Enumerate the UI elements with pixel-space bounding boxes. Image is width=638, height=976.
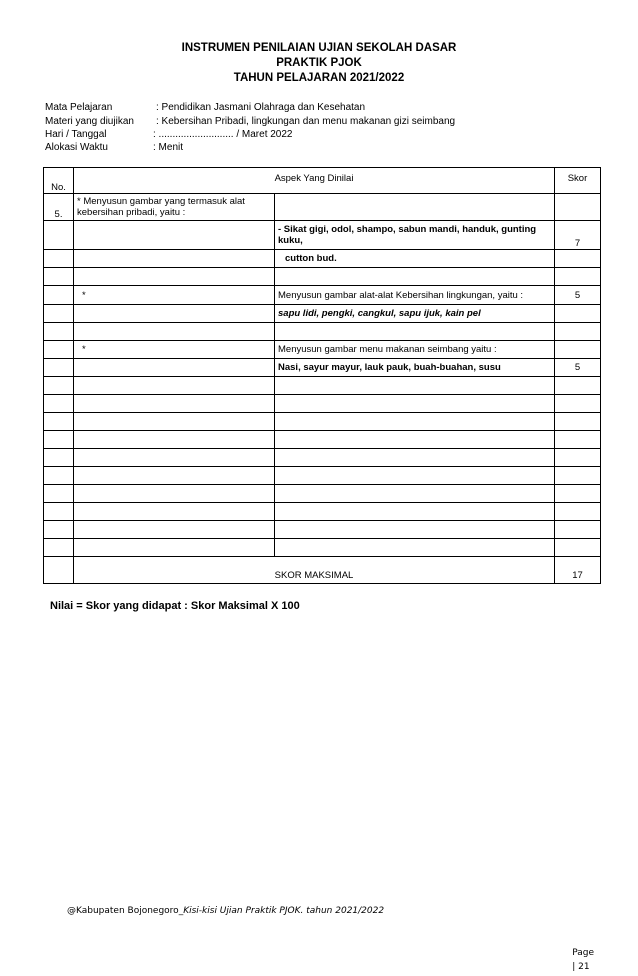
bullet-star: * [74, 286, 275, 305]
item-title: Menyusun gambar alat-alat Kebersihan lingkungan, yaitu : [275, 286, 555, 305]
table-row [44, 221, 601, 250]
table-cell [44, 268, 74, 286]
total-score: 17 [555, 557, 601, 584]
header-aspek: Aspek Yang Dinilai [74, 168, 555, 194]
table-cell [555, 539, 601, 557]
table-cell [44, 557, 74, 584]
page-number-block [572, 946, 594, 974]
page-label: Page [572, 948, 594, 958]
item-score: 7 [555, 221, 601, 250]
table-cell [555, 250, 601, 268]
table-cell [555, 341, 601, 359]
table-cell [275, 413, 555, 431]
table-row [44, 467, 601, 485]
table-cell [275, 395, 555, 413]
info-label: Materi yang diujikan [45, 116, 134, 127]
info-label: Alokasi Waktu [45, 142, 108, 153]
table-cell [44, 323, 74, 341]
item-score: 5 [555, 286, 601, 305]
table-cell [555, 431, 601, 449]
info-value: : Pendidikan Jasmani Olahraga dan Kesehatan [156, 102, 366, 113]
table-row [44, 413, 601, 431]
table-cell [44, 250, 74, 268]
table-cell [74, 305, 275, 323]
table-cell [555, 194, 601, 221]
header-skor: Skor [555, 168, 601, 194]
info-label: Mata Pelajaran [45, 102, 113, 113]
table-total-row [44, 557, 601, 584]
table-cell [555, 413, 601, 431]
table-cell [275, 449, 555, 467]
table-cell [44, 341, 74, 359]
table-cell [74, 250, 275, 268]
table-cell [74, 395, 275, 413]
table-cell [44, 485, 74, 503]
table-cell [275, 431, 555, 449]
score-formula: Nilai = Skor yang didapat : Skor Maksimal X 100 [50, 600, 300, 612]
title-line-1: INSTRUMEN PENILAIAN UJIAN SEKOLAH DASAR [181, 42, 457, 54]
bullet-star: * [74, 341, 275, 359]
table-cell [275, 194, 555, 221]
table-header-row [44, 168, 601, 194]
table-row [44, 341, 601, 359]
table-cell [44, 431, 74, 449]
table-row [44, 395, 601, 413]
table-cell [275, 323, 555, 341]
table-row [44, 305, 601, 323]
table-row [44, 485, 601, 503]
table-cell [275, 485, 555, 503]
table-cell [74, 431, 275, 449]
footer-italic: Kisi-kisi Ujian Praktik PJOK. tahun 2021/2022 [183, 906, 385, 916]
table-cell [74, 467, 275, 485]
assessment-table [43, 167, 601, 584]
table-cell [275, 521, 555, 539]
table-cell [74, 521, 275, 539]
item-answer: - Sikat gigi, odol, shampo, sabun mandi, handuk, gunting kuku, [275, 221, 555, 250]
table-cell [555, 395, 601, 413]
table-row [44, 521, 601, 539]
table-cell [44, 521, 74, 539]
table-cell [44, 539, 74, 557]
table-cell [44, 221, 74, 250]
item-answer: Nasi, sayur mayur, lauk pauk, buah-buahan, susu [275, 359, 555, 377]
table-row [44, 539, 601, 557]
table-row [44, 194, 601, 221]
table-cell [44, 449, 74, 467]
table-row [44, 431, 601, 449]
table-row [44, 286, 601, 305]
item-title: Menyusun gambar menu makanan seimbang yaitu : [275, 341, 555, 359]
table-cell [44, 413, 74, 431]
item-score: 5 [555, 359, 601, 377]
table-cell [555, 503, 601, 521]
table-cell [44, 359, 74, 377]
title-line-2: PRAKTIK PJOK [276, 57, 362, 69]
table-cell [275, 377, 555, 395]
table-row [44, 268, 601, 286]
info-value: : Kebersihan Pribadi, lingkungan dan menu makanan gizi seimbang [156, 116, 456, 127]
table-cell [555, 467, 601, 485]
footer-prefix: @Kabupaten Bojonegoro_ [67, 906, 184, 916]
table-cell [44, 377, 74, 395]
table-row [44, 250, 601, 268]
info-value: : ........................... / Maret 2022 [153, 129, 293, 140]
table-row [44, 359, 601, 377]
table-cell [74, 268, 275, 286]
table-cell [555, 521, 601, 539]
table-cell [275, 503, 555, 521]
table-cell [44, 305, 74, 323]
table-cell [555, 268, 601, 286]
table-cell [555, 449, 601, 467]
table-cell [74, 413, 275, 431]
table-cell [44, 286, 74, 305]
table-cell [74, 449, 275, 467]
table-row [44, 449, 601, 467]
table-cell [44, 467, 74, 485]
table-row [44, 377, 601, 395]
header-no: No. [44, 168, 74, 194]
table-cell [74, 359, 275, 377]
table-cell [74, 323, 275, 341]
table-cell [555, 485, 601, 503]
table-cell [275, 268, 555, 286]
title-line-3: TAHUN PELAJARAN 2021/2022 [233, 72, 405, 84]
table-cell [555, 377, 601, 395]
table-cell [555, 305, 601, 323]
table-cell [74, 377, 275, 395]
table-cell [44, 395, 74, 413]
table-cell [74, 503, 275, 521]
table-cell [275, 539, 555, 557]
total-label: SKOR MAKSIMAL [74, 557, 555, 584]
table-cell [74, 485, 275, 503]
table-cell [74, 221, 275, 250]
table-row [44, 503, 601, 521]
item-answer: sapu lidi, pengki, cangkul, sapu ijuk, kain pel [275, 305, 555, 323]
page-footer [67, 906, 384, 916]
info-label: Hari / Tanggal [45, 129, 107, 140]
table-cell [275, 467, 555, 485]
table-row [44, 323, 601, 341]
table-cell [44, 503, 74, 521]
item-title: * Menyusun gambar yang termasuk alat kebersihan pribadi, yaitu : [74, 194, 275, 221]
item-answer: cutton bud. [275, 250, 555, 268]
table-cell [74, 539, 275, 557]
info-value: : Menit [153, 142, 184, 153]
table-cell [555, 323, 601, 341]
row-number: 5. [44, 194, 74, 221]
page-number: | 21 [572, 962, 590, 972]
